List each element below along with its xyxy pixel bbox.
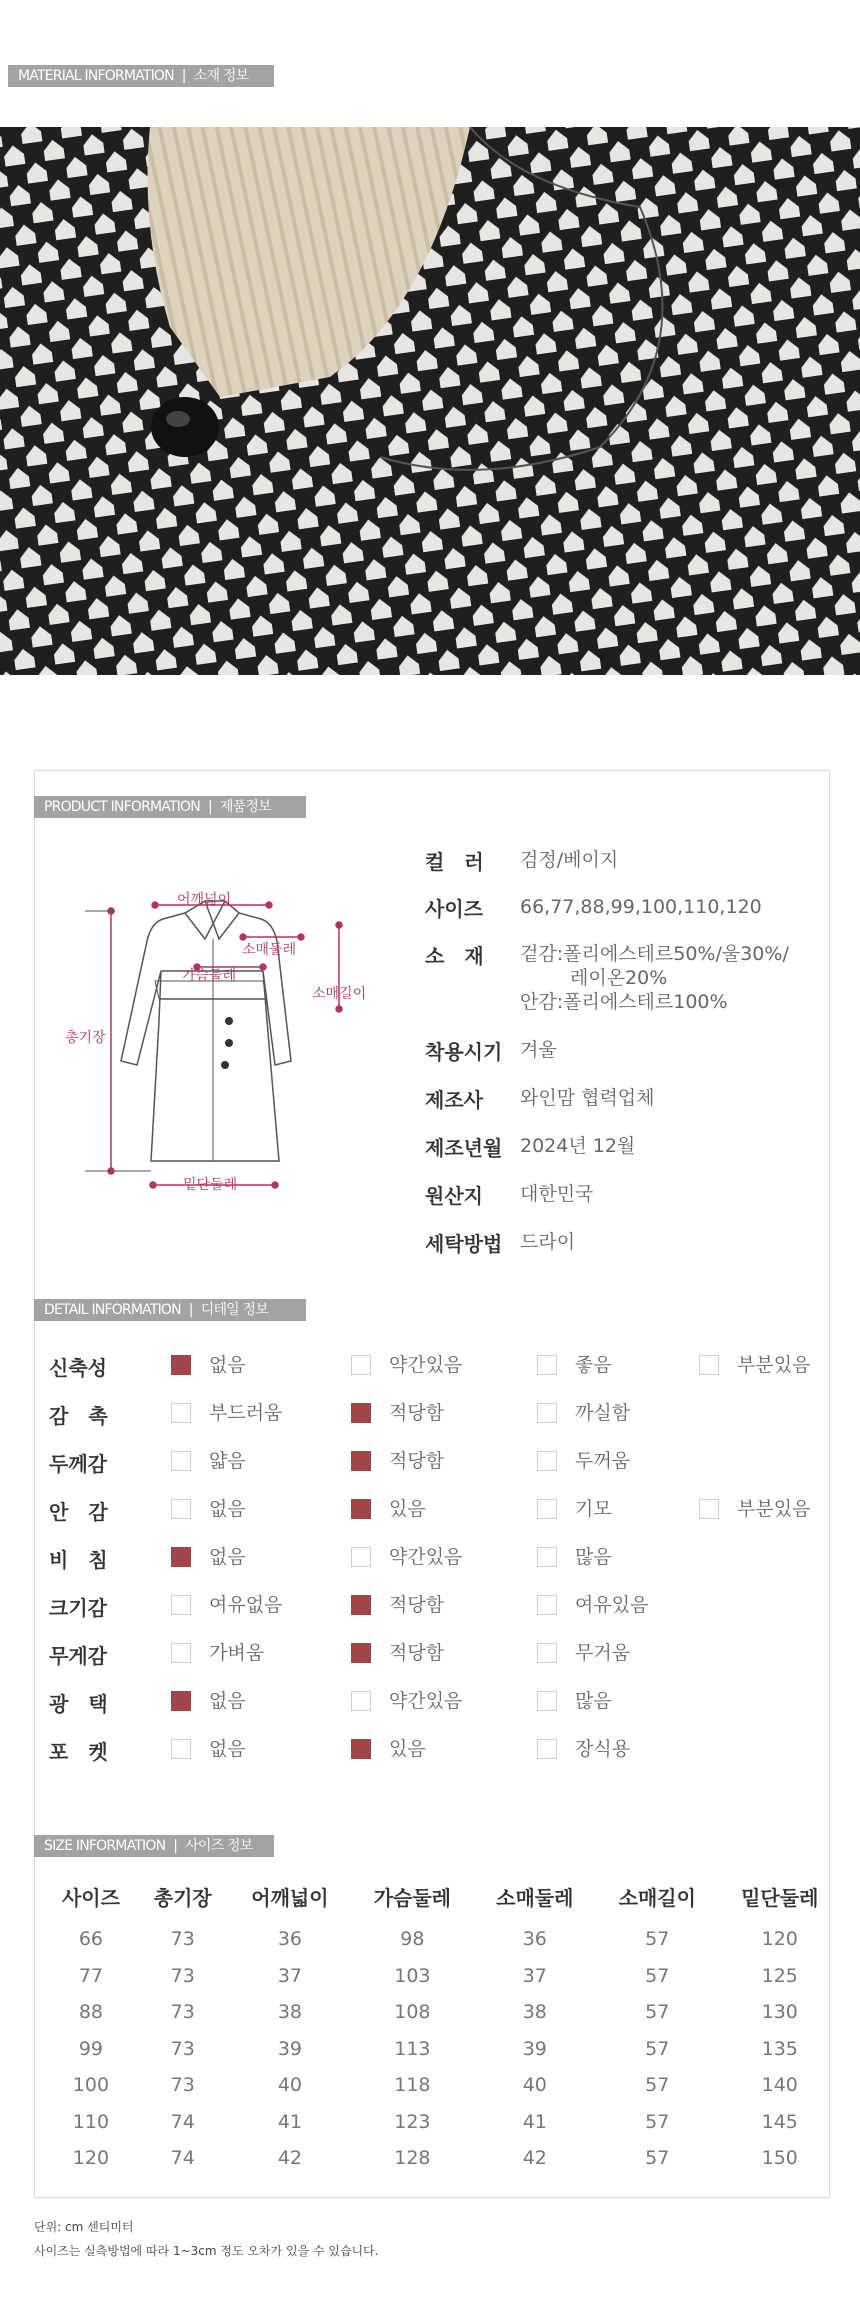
detail-option-label: 있음: [389, 1498, 426, 1520]
size-table-header-cell: 어깨넓이: [251, 1885, 329, 1910]
size-table-cell: 73: [170, 2074, 195, 2097]
size-table-cell: 98: [400, 1928, 425, 1951]
size-table-cell: 125: [761, 1964, 798, 1987]
size-table-cell: 135: [761, 2037, 798, 2060]
detail-row: [35, 1636, 831, 1676]
unchecked-box-icon: [537, 1595, 557, 1615]
detail-row: [35, 1540, 831, 1580]
size-table-cell: 57: [645, 1964, 670, 1987]
detail-option-label: 두꺼움: [575, 1450, 631, 1472]
size-table-cell: 41: [277, 2110, 302, 2133]
detail-key: 신축성: [49, 1356, 107, 1380]
size-table-cell: 42: [522, 2147, 547, 2170]
size-table-cell: 73: [170, 1964, 195, 1987]
size-table-cell: 128: [394, 2147, 431, 2170]
unchecked-box-icon: [537, 1355, 557, 1375]
table-row: [45, 1921, 841, 1958]
unchecked-box-icon: [537, 1451, 557, 1471]
size-table-cell: 150: [761, 2147, 798, 2170]
size-table-cell: 99: [78, 2037, 104, 2060]
detail-key: 감 촉: [49, 1404, 108, 1428]
size-table-cell: 120: [761, 1928, 798, 1951]
unchecked-box-icon: [537, 1547, 557, 1567]
size-table-header-cell: 가슴둘레: [373, 1885, 451, 1910]
size-table-cell: 120: [72, 2147, 110, 2170]
detail-key: 크기감: [49, 1596, 107, 1620]
size-table-cell: 140: [761, 2074, 798, 2097]
diagram-label-chest: 가슴둘레: [182, 968, 237, 984]
detail-section-label: DETAIL INFORMATION | 디테일 정보: [34, 1299, 306, 1321]
size-table-cell: 100: [72, 2074, 110, 2097]
size-table-cell: 73: [170, 1928, 195, 1951]
size-table-header-cell: 소매길이: [618, 1885, 696, 1910]
detail-option-label: 적당함: [389, 1594, 445, 1616]
detail-row: [35, 1588, 831, 1628]
detail-option-label: 없음: [209, 1690, 246, 1712]
detail-key: 두께감: [49, 1452, 107, 1476]
detail-row: [35, 1444, 831, 1484]
size-table-header-cell: 소매둘레: [496, 1885, 574, 1910]
checked-box-icon: [171, 1691, 191, 1711]
diagram-label-shoulder: 어깨넓이: [177, 892, 232, 908]
checked-box-icon: [351, 1499, 371, 1519]
size-table-cell: 73: [170, 2037, 195, 2060]
table-row: [45, 1994, 841, 2031]
diagram-label-total-length: 총기장: [65, 1030, 106, 1046]
size-table-cell: 110: [72, 2110, 110, 2133]
detail-option-label: 적당함: [389, 1450, 445, 1472]
detail-row: [35, 1348, 831, 1388]
detail-option-label: 많음: [575, 1546, 612, 1568]
unchecked-box-icon: [171, 1451, 191, 1471]
size-table-cell: 57: [645, 2001, 670, 2024]
size-table-cell: 130: [761, 2001, 798, 2024]
checked-box-icon: [351, 1739, 371, 1759]
detail-row: [35, 1684, 831, 1724]
table-row: [45, 2067, 841, 2104]
size-table-cell: 37: [522, 1964, 547, 1987]
size-table-cell: 103: [394, 1964, 431, 1987]
detail-option-label: 부분있음: [737, 1498, 811, 1520]
product-section-label: PRODUCT INFORMATION | 제품정보: [34, 796, 306, 818]
table-row: [45, 1958, 841, 1995]
detail-option-label: 없음: [209, 1546, 246, 1568]
detail-option-label: 없음: [209, 1498, 246, 1520]
checked-box-icon: [171, 1355, 191, 1375]
size-section-label: SIZE INFORMATION | 사이즈 정보: [34, 1835, 274, 1857]
detail-option-label: 가벼움: [209, 1642, 265, 1664]
size-table-cell: 38: [522, 2001, 547, 2024]
detail-option-label: 적당함: [389, 1402, 445, 1424]
size-table-cell: 57: [645, 2147, 670, 2170]
detail-option-label: 적당함: [389, 1642, 445, 1664]
size-table-header-cell: 총기장: [153, 1885, 212, 1910]
checked-box-icon: [351, 1451, 371, 1471]
checked-box-icon: [351, 1595, 371, 1615]
size-table-cell: 38: [277, 2001, 302, 2024]
size-table-cell: 108: [394, 2001, 431, 2024]
material-closeup-photo: [0, 127, 860, 675]
detail-option-label: 무거움: [575, 1642, 631, 1664]
size-table: [45, 1871, 841, 2177]
size-table-cell: 36: [522, 1928, 547, 1951]
detail-option-label: 부드러움: [209, 1402, 283, 1424]
size-table-cell: 42: [277, 2147, 302, 2170]
detail-key: 안 감: [49, 1500, 108, 1524]
table-row: [45, 2140, 841, 2177]
detail-option-label: 여유없음: [209, 1594, 283, 1616]
diagram-label-hem: 밑단둘레: [183, 1177, 238, 1193]
detail-option-label: 많음: [575, 1690, 612, 1712]
size-table-cell: 57: [645, 2037, 670, 2060]
checked-box-icon: [171, 1547, 191, 1567]
product-info-panel: PRODUCT INFORMATION | 제품정보 어깨넓이 소매둘레 가슴둘레 소매길이 총기장 밑단둘레 컬 러 검정/베이지 사이즈 66,77,88,99,100,110,120 소 재 겉감:폴리에스테르50%/울30%/ 레이온20% 안감:폴리에스테르100% 착용시기 겨울 제조사 와인맘 협력업체 제조년월 2024년 12월 원산지 대한민국 세탁방법 드라이 DETAIL INFORMATION | 디테일 정보 신축성 없음 약간있음 좋음 부분있음 감 촉 부드러움 적당함 까실함 두께감 얇음 적당함 두꺼움 안 감 없음 있음 기모 부분있음 비 침 없음 약간있음 많음 크기감 여유없음 적당함 여유있음 무게감 가벼움 적당함 무거움 광 택 없음 약간있음 많음 포 켓 없음 있음 장식용 SIZE INFORMATION | 사이즈 정보 사이즈 총기장 어깨넓이 가슴둘레 소매둘레 소매길이 밑단둘레 66 73 36 98 36 57 120 77 73 37 103 37 57 125 88 73 38 108 38 57 130 99 73 39 113 39 57 135 100 73 40 118 40 57 140 110 74 41 123 41 57 145 120 74 42 128 42 57 150: [34, 770, 830, 2198]
size-table-cell: 40: [277, 2074, 302, 2097]
size-table-cell: 37: [277, 1964, 302, 1987]
unchecked-box-icon: [171, 1499, 191, 1519]
size-table-cell: 40: [522, 2074, 547, 2097]
size-table-header-cell: 밑단둘레: [741, 1885, 819, 1910]
size-table-header: [45, 1871, 841, 1921]
size-table-cell: 145: [761, 2110, 798, 2133]
size-table-cell: 57: [645, 1928, 670, 1951]
unchecked-box-icon: [537, 1499, 557, 1519]
size-table-cell: 74: [170, 2147, 195, 2170]
size-table-cell: 41: [522, 2110, 547, 2133]
disclaimer-note: 사이즈는 실측방법에 따라 1~3cm 정도 오차가 있을 수 있습니다.: [34, 2244, 379, 2258]
detail-option-label: 좋음: [575, 1354, 612, 1376]
size-table-cell: 73: [170, 2001, 195, 2024]
unit-note: 단위: cm 센티미터: [34, 2220, 134, 2234]
size-table-cell: 88: [78, 2001, 104, 2024]
unchecked-box-icon: [351, 1691, 371, 1711]
detail-row: [35, 1732, 831, 1772]
checked-box-icon: [351, 1643, 371, 1663]
checked-box-icon: [351, 1403, 371, 1423]
unchecked-box-icon: [171, 1403, 191, 1423]
unchecked-box-icon: [537, 1403, 557, 1423]
unchecked-box-icon: [537, 1643, 557, 1663]
unchecked-box-icon: [351, 1355, 371, 1375]
unchecked-box-icon: [699, 1355, 719, 1375]
detail-key: 광 택: [49, 1692, 108, 1716]
detail-option-label: 있음: [389, 1738, 426, 1760]
detail-option-label: 없음: [209, 1738, 246, 1760]
table-row: [45, 2104, 841, 2141]
detail-option-label: 여유있음: [575, 1594, 649, 1616]
size-table-cell: 39: [522, 2037, 547, 2060]
detail-option-label: 장식용: [575, 1738, 631, 1760]
diagram-label-sleeve-round: 소매둘레: [242, 942, 297, 958]
unchecked-box-icon: [171, 1595, 191, 1615]
size-table-cell: 113: [394, 2037, 431, 2060]
size-table-cell: 57: [645, 2074, 670, 2097]
detail-option-label: 약간있음: [389, 1546, 463, 1568]
detail-option-label: 약간있음: [389, 1690, 463, 1712]
size-table-cell: 57: [645, 2110, 670, 2133]
detail-option-label: 약간있음: [389, 1354, 463, 1376]
detail-option-label: 까실함: [575, 1402, 631, 1424]
material-section-label: MATERIAL INFORMATION | 소재 정보: [8, 65, 274, 87]
size-table-cell: 123: [394, 2110, 431, 2133]
unchecked-box-icon: [699, 1499, 719, 1519]
size-table-cell: 66: [78, 1928, 104, 1951]
detail-option-label: 얇음: [209, 1450, 246, 1472]
detail-option-label: 부분있음: [737, 1354, 811, 1376]
table-row: [45, 2031, 841, 2068]
button-icon: [151, 397, 219, 457]
size-table-cell: 77: [78, 1964, 104, 1987]
size-table-cell: 39: [277, 2037, 302, 2060]
diagram-label-sleeve-length: 소매길이: [312, 986, 367, 1002]
detail-row: [35, 1396, 831, 1436]
size-table-cell: 118: [394, 2074, 431, 2097]
size-table-cell: 74: [170, 2110, 195, 2133]
detail-key: 무게감: [49, 1644, 107, 1668]
detail-option-label: 기모: [575, 1498, 612, 1520]
detail-key: 포 켓: [49, 1740, 108, 1764]
detail-option-label: 없음: [209, 1354, 246, 1376]
size-table-header-cell: 사이즈: [61, 1885, 120, 1910]
unchecked-box-icon: [171, 1643, 191, 1663]
unchecked-box-icon: [171, 1739, 191, 1759]
unchecked-box-icon: [537, 1739, 557, 1759]
unchecked-box-icon: [351, 1547, 371, 1567]
size-table-cell: 36: [277, 1928, 302, 1951]
detail-row: [35, 1492, 831, 1532]
unchecked-box-icon: [537, 1691, 557, 1711]
detail-key: 비 침: [49, 1548, 108, 1572]
